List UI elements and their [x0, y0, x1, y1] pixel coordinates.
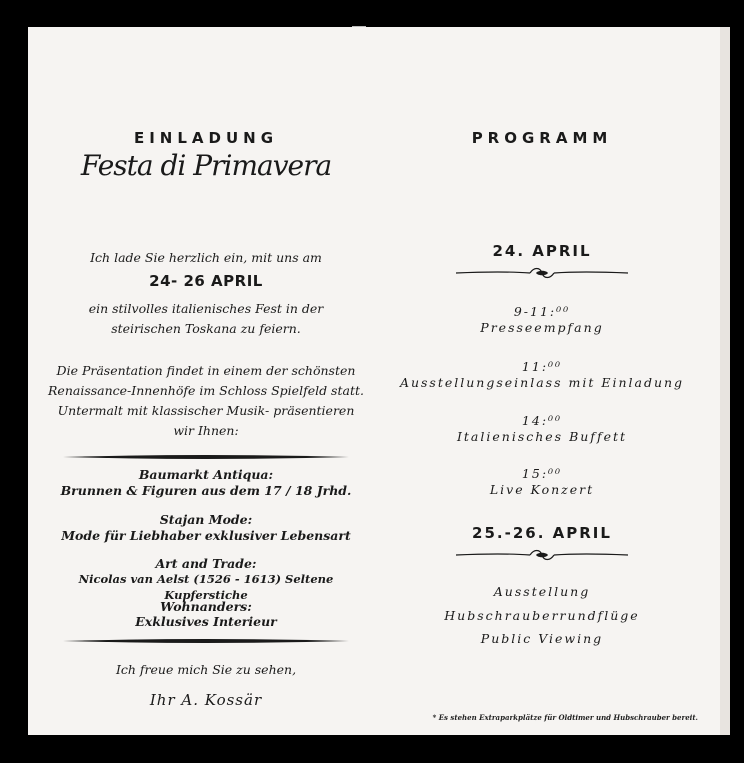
day2-item: Hubschrauberrundflüge	[444, 608, 640, 623]
invitation-heading: EINLADUNG	[133, 129, 279, 147]
closing-text: Ich freue mich Sie zu sehen,	[115, 662, 297, 677]
exhibitor-name: Art and Trade:	[155, 556, 257, 571]
flourish-ornament	[374, 547, 710, 563]
fest-line-1: ein stilvolles italienisches Fest in der	[88, 301, 324, 316]
event-label: Live Konzert	[489, 482, 595, 497]
day2-item: Public Viewing	[480, 631, 604, 646]
intro-text: Ich lade Sie herzlich ein, mit uns am	[90, 250, 322, 265]
day2-item: Ausstellung	[493, 584, 591, 599]
parking-footnote: * Es stehen Extraparkplätze für Oldtimer und Hubschrauber bereit.	[432, 713, 698, 722]
card-edge-shadow	[720, 27, 730, 735]
event-label: Presseempfang	[480, 320, 604, 335]
presentation-line-4: wir Ihnen:	[173, 423, 239, 438]
divider-ornament	[38, 450, 374, 464]
fest-line-2: steirischen Toskana zu feiern.	[111, 321, 301, 336]
presentation-line-1: Die Präsentation findet in einem der schönsten	[56, 363, 356, 378]
invitation-card	[28, 27, 720, 735]
event-title-script: Festa di Primavera	[80, 149, 332, 182]
event-label: Ausstellungseinlass mit Einladung	[399, 375, 685, 390]
day1-title: 24. APRIL	[492, 242, 592, 260]
event-date: 24- 26 APRIL	[149, 272, 263, 290]
event-time: 11:⁰⁰	[521, 359, 563, 374]
divider-ornament	[38, 634, 374, 648]
flourish-ornament	[374, 265, 710, 281]
exhibitor-name: Stajan Mode:	[159, 512, 253, 527]
presentation-line-3: Untermalt mit klassischer Musik- präsentieren	[57, 403, 355, 418]
event-label: Italienisches Buffett	[456, 429, 628, 444]
event-time: 14:⁰⁰	[521, 413, 563, 428]
exhibitor-name: Wohnanders:	[160, 599, 252, 614]
day2-title: 25.-26. APRIL	[472, 524, 612, 542]
program-heading: PROGRAMM	[471, 129, 613, 147]
exhibitor-desc: Mode für Liebhaber exklusiver Lebensart	[61, 528, 351, 543]
presentation-line-2: Renaissance-Innenhöfe im Schloss Spielfeld statt.	[48, 383, 364, 398]
event-time: 9-11:⁰⁰	[513, 304, 571, 319]
exhibitor-desc: Brunnen & Figuren aus dem 17 / 18 Jrhd.	[60, 483, 352, 498]
exhibitor-name: Baumarkt Antiqua:	[138, 467, 274, 482]
signature: Ihr A. Kossär	[149, 691, 263, 709]
exhibitor-desc: Nicolas van Aelst (1526 - 1613) Seltene Kupferstiche	[78, 572, 334, 602]
exhibitor-desc: Exklusives Interieur	[135, 614, 277, 629]
event-time: 15:⁰⁰	[521, 466, 563, 481]
